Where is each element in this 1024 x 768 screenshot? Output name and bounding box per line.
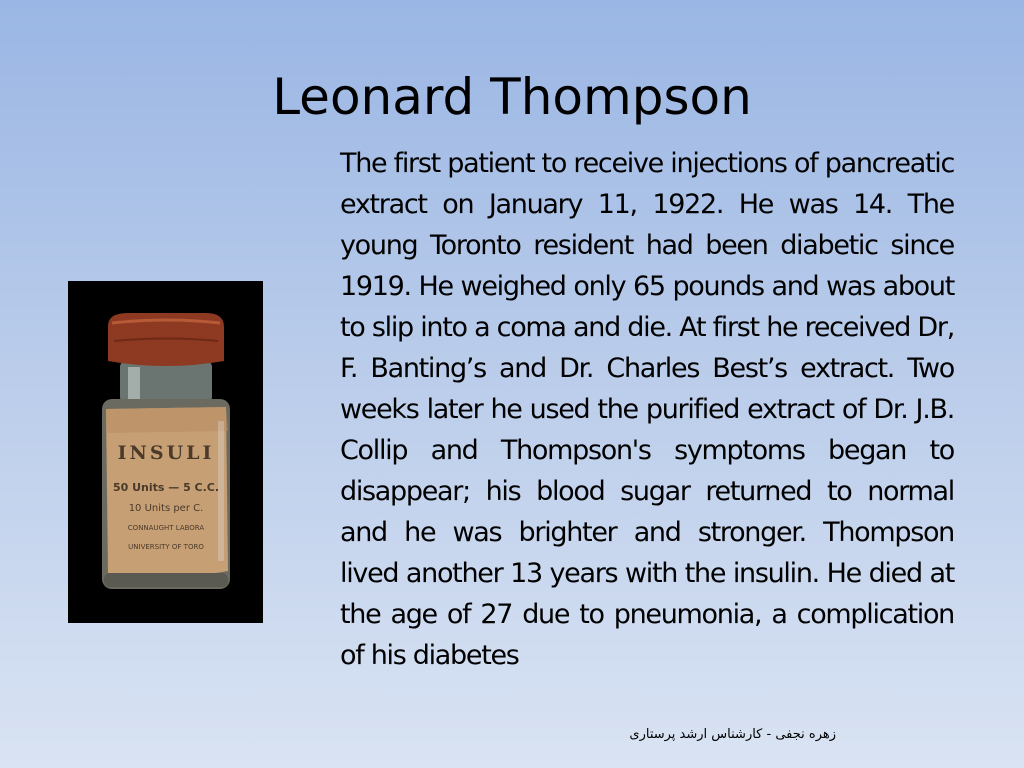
slide-footer: زهره نجفی - کارشناس ارشد پرستاری [629, 727, 836, 742]
vial-label-line-4: CONNAUGHT LABORA [127, 524, 205, 532]
slide-body-text: The first patient to receive injections of pancreatic extract on January 11, 1922. He was 14. The young Toronto resident had been diabetic since 1919. He weighed only 65 pounds and was about to slip into a coma and die. At first he received Dr, F. Banting’s and Dr. Charles Best’s extract. Two weeks later he used the purified extract of Dr. J.B. Collip and Thompson's symptoms began to disappear; his blood sugar returned to normal and he was brighter and stronger. Thompson lived another 13 years with the insulin. He died at the age of 27 due to pneumonia, a complication of his diabetes [340, 148, 954, 671]
slide-title: Leonard Thompson [272, 68, 752, 126]
insulin-vial-photo [68, 281, 263, 623]
vial-label-line-3: 10 Units per C. [128, 503, 204, 514]
vial-label-line-5: UNIVERSITY OF TORO [128, 543, 204, 551]
insulin-vial-image [68, 281, 263, 623]
vial-label-line-2: 50 Units — 5 C.C. [112, 481, 220, 494]
vial-label-line-1: INSULI [117, 442, 215, 464]
